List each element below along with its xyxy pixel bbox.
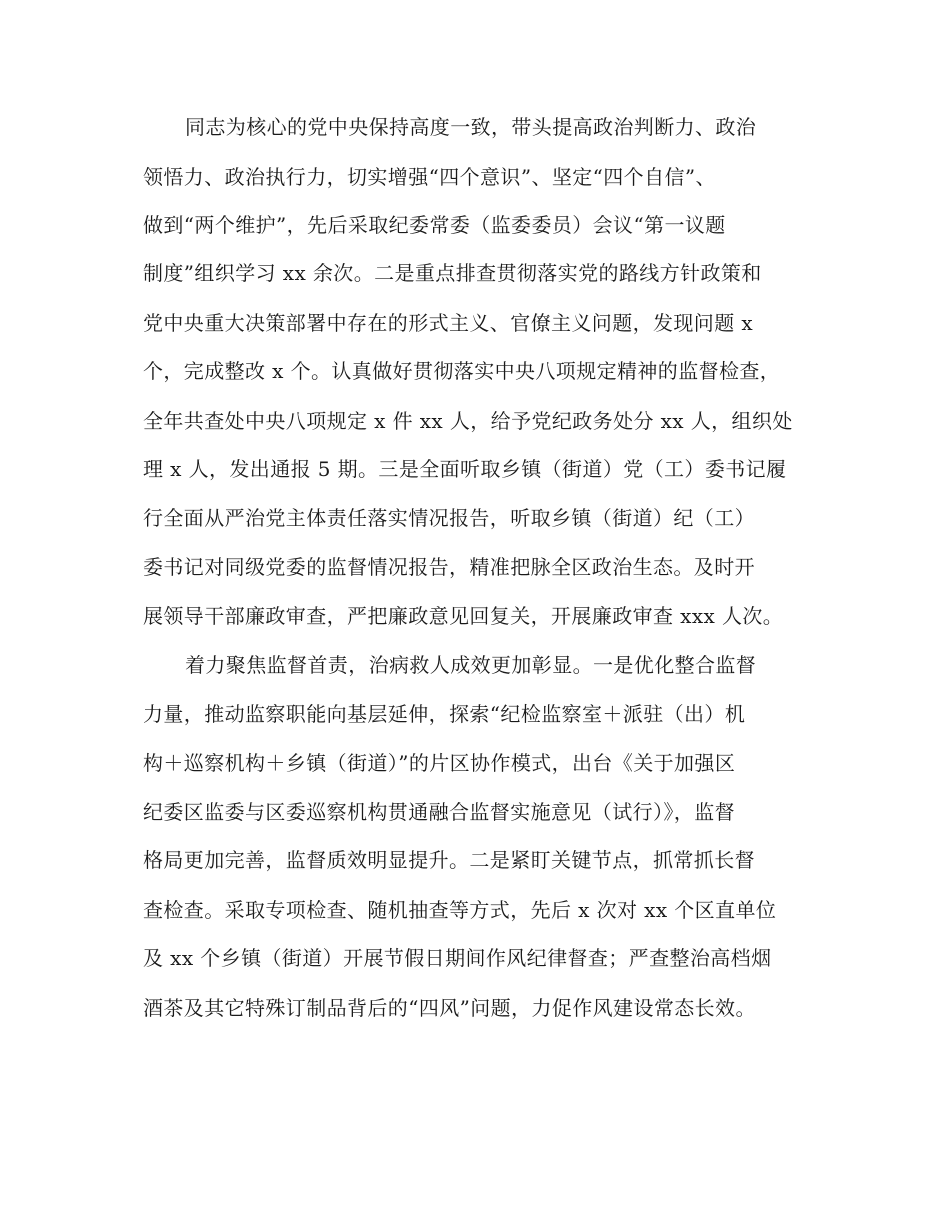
text-line: 行全面从严治党主体责任落实情况报告，听取乡镇（街道）纪（工） [143,506,755,530]
text-line: 委书记对同级党委的监督情况报告，精准把脉全区政治生态。及时开 [143,555,755,579]
text-line: 制度”组织学习 xx 余次。二是重点排查贯彻落实党的路线方针政策和 [143,261,762,285]
text-line: 全年共查处中央八项规定 x 件 xx 人，给予党纪政务处分 xx 人，组织处 [143,409,793,433]
text-line: 个，完成整改 x 个。认真做好贯彻落实中央八项规定精神的监督检查， [143,359,781,383]
text-line: 展领导干部廉政审查，严把廉政意见回复关，开展廉政审查 xxx 人次。 [143,604,784,628]
text-line: 纪委区监委与区委巡察机构贯通融合监督实施意见（试行）》，监督 [143,800,735,824]
text-line: 理 x 人，发出通报 5 期。三是全面听取乡镇（街道）党（工）委书记履 [143,457,787,481]
text-line: 力量，推动监察职能向基层延伸，探索“纪检监察室＋派驻（出）机 [143,702,746,726]
text-line: 做到“两个维护”，先后采取纪委常委（监委委员）会议“第一议题 [143,213,726,237]
text-line: 着力聚焦监督首责，治病救人成效更加彰显。一是优化整合监督 [185,653,757,677]
text-line: 同志为核心的党中央保持高度一致，带头提高政治判断力、政治 [185,115,757,139]
text-line: 查检查。采取专项检查、随机抽查等方式，先后 x 次对 xx 个区直单位 [143,898,777,922]
text-line: 构＋巡察机构＋乡镇（街道）”的片区协作模式，出台《关于加强区 [143,751,736,775]
text-line: 及 xx 个乡镇（街道）开展节假日期间作风纪律督查；严查整治高档烟 [143,946,772,970]
text-line: 酒茶及其它特殊订制品背后的“四风”问题，力促作风建设常态长效。 [143,996,756,1020]
text-line: 党中央重大决策部署中存在的形式主义、官僚主义问题，发现问题 x [143,311,754,335]
text-line: 格局更加完善，监督质效明显提升。二是紧盯关键节点，抓常抓长督 [143,848,755,872]
text-line: 领悟力、政治执行力，切实增强“四个意识”、坚定“四个自信”、 [143,165,716,189]
